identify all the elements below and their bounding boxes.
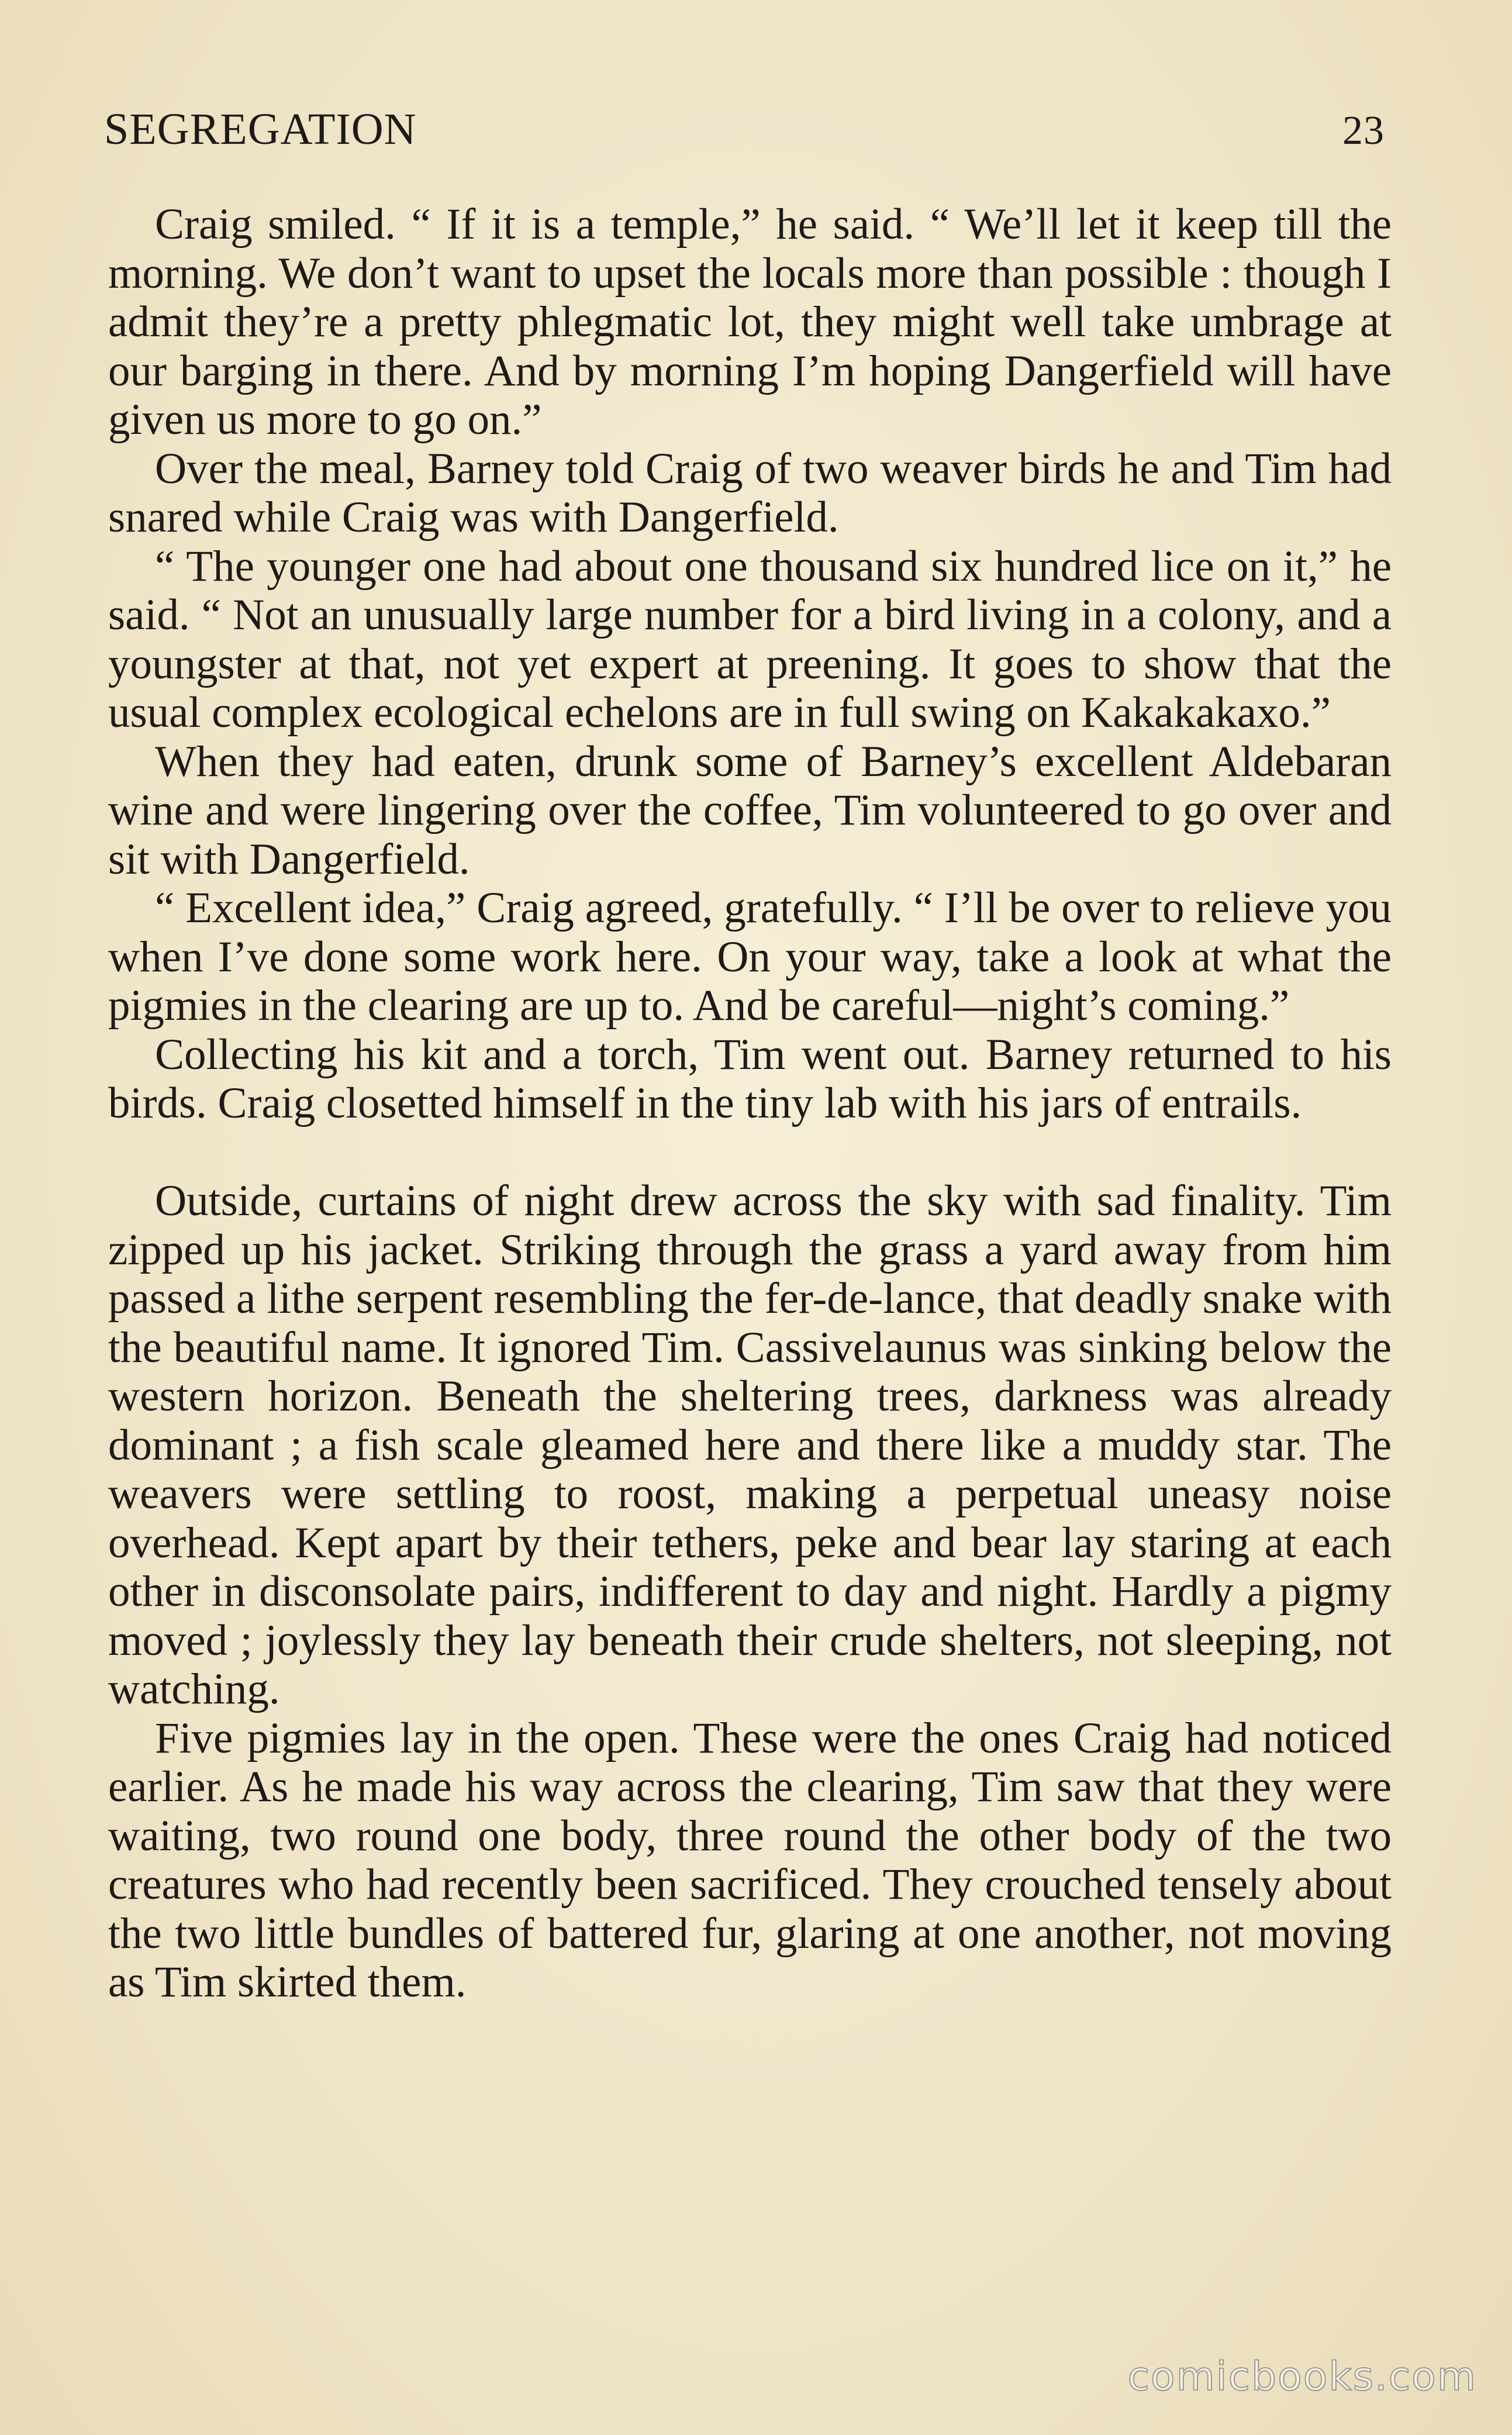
body-text [108, 200, 1392, 2007]
running-title: SEGREGATION [104, 105, 417, 154]
paragraph: Craig smiled. “ If it is a temple,” he said. “ We’ll let it keep till the morning. We don’t want to upset the locals more than possible : though I admit they’re a pretty phlegmatic lot, they might well take umbrage at our barging in there. And by morning I’m hoping Dangerfield will have given us more to go on.” [108, 200, 1392, 444]
paragraph: Outside, curtains of night drew across the sky with sad finality. Tim zipped up his jacket. Striking through the grass a yard away from him passed a lithe serpent resembling the fer-de-lance, that deadly snake with the beautiful name. It ignored Tim. Cassivelaunus was sinking below the western horizon. Beneath the sheltering trees, darkness was already dominant ; a fish scale gleamed here and there like a muddy star. The weavers were settling to roost, making a perpetual uneasy noise overhead. Kept apart by their tethers, peke and bear lay staring at each other in disconsolate pairs, indifferent to day and night. Hardly a pigmy moved ; joylessly they lay beneath their crude shelters, not sleeping, not watching. [108, 1177, 1392, 1713]
paragraph: When they had eaten, drunk some of Barney’s excellent Aldebaran wine and were lingering over the coffee, Tim volunteered to go over and sit with Dangerfield. [108, 737, 1392, 884]
page-number: 23 [1342, 108, 1385, 153]
page-header [104, 104, 1385, 163]
watermark: comicbooks.com [1127, 2354, 1477, 2400]
paragraph: Over the meal, Barney told Craig of two weaver birds he and Tim had snared while Craig was with Dangerfield. [108, 444, 1392, 542]
paragraph: Five pigmies lay in the open. These were the ones Craig had noticed earlier. As he made his way across the clearing, Tim saw that they were waiting, two round one body, three round the other body of the two creatures who had recently been sacrificed. They crouched tensely about the two little bundles of battered fur, glaring at one another, not moving as Tim skirted them. [108, 1713, 1392, 2006]
paragraph: “ The younger one had about one thousand six hundred lice on it,” he said. “ Not an unusually large number for a bird living in a colony, and a youngster at that, not yet expert at preening. It goes to show that the usual complex ecological echelons are in full swing on Kakakakaxo.” [108, 542, 1392, 737]
paragraph: Collecting his kit and a torch, Tim went out. Barney returned to his birds. Craig closetted himself in the tiny lab with his jars of entrails. [108, 1030, 1392, 1127]
paragraph: “ Excellent idea,” Craig agreed, gratefully. “ I’ll be over to relieve you when I’ve done some work here. On your way, take a look at what the pigmies in the clearing are up to. And be careful—night’s coming.” [108, 884, 1392, 1030]
